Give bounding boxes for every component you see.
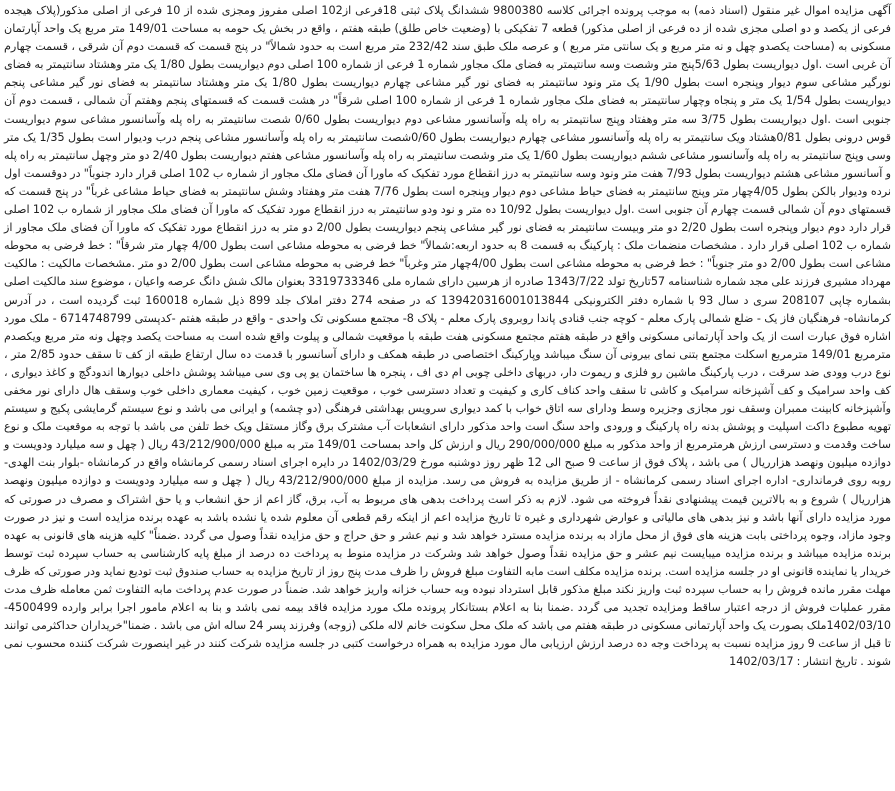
notice-body: آگهی مزایده اموال غیر منقول (اسناد ذمه) به موجب پرونده اجرائی کلاسه 9800380 ششدانگ پلاک ثبتی 18فرعی از102 اصلی مفروز ومجزی شده از 10 فرعی از اصلی مذکور(پلاک هیجده فرعی از یکصد و دو اصلی مجزی شده از ده فرعی از اصلی مذکور) قطعه 7 تفکیکی با (وضعیت خاص طلق) طبقه هفتم ، واقع در بخش یک حومه به مساحت 149/01 متر مربع یک واحد آپارتمان مسکونی به (مساحت یکصدو چهل و نه متر مربع و یک سانتی متر مربع ) و عرصه ملک طبق سند 232/42 متر مربع است به حدود شمالاً" در پنج قسمت که قسمت دوم آن شرقی ، قسمت چهارم آن غربی است .اول دیواریست بطول 5/63پنج متر وشصت وسه سانتیمتر به فضای ملک مجاور شماره 1 فرعی از شماره 100 اصلی دوم دیواریست بطول 1/80 یک متر وهشتاد سانتیمتر به فضای نورگیر مشاعی سوم دیوار وپنجره است بطول 1/90 یک متر ونود سانتیمتر به فضای نور گیر مشاعی چهارم دیواریست بطول 1/80 یک متر وهشتاد سانتیمتر به فضای نور گیر مشاعی پنجم دیواریست بطول 1/54 یک متر و پنجاه وچهار سانتیمتر به فضای ملک مجاور شماره 1 فرعی از شماره 100 اصلی شرقاً" در هشت قسمت که قسمتهای پنجم وهفتم آن شمالی ، قسمت دوم آن جنوبی است .اول دیواریست بطول 3/75 سه متر وهفتاد وپنج سانتیمتر به راه پله وآسانسور مشاعی دوم دیواریست بطول 0/60 شصت سانتیمتر به راه پله وآسانسور مشاعی سوم دیواریست قوس درونی بطول 0/81هشتاد ویک سانتیمتر به راه پله وآسانسور مشاعی چهارم دیواریست بطول 0/60شصت سانتیمتر به راه پله وآسانسور مشاعی پنجم درب ودیوار است بطول 1/35 یک متر وسی وپنج سانتیمتر به راه پله وآسانسور مشاعی ششم دیواریست بطول 1/60 یک متر وشصت سانتیمتر به راه پله وآسانسور مشاعی هفتم دیواریست بطول 2/40 دو متر وچهل سانتیمتر به راه پله و آسانسور مشاعی هشتم دیواریست بطول 7/93 هفت متر ونود وسه سانتیمتر به درز انقطاع مورد تفکیک که ماورا آن فضای ملک مجاور از شماره ب 102 اصلی قرار دارد جنوباً" در دوقسمت اول نرده ودیوار بالکن بطول 4/05چهار متر وپنج سانتیمتر به فضای حیاط مشاعی دوم دیوار وپنجره است بطول 7/76 هفت متر وهفتاد وشش سانتیمتر به فضای حیاط مشاعی غرباً" در پنج قسمت که قسمتهای دوم آن شمالی قسمت چهارم آن جنوبی است .اول دیواریست بطول 10/92 ده متر و نود ودو سانتیمتر به درز انقطاع مورد تفکیک که ماورا آن فضای ملک مجاور از شماره ب 102 اصلی قرار دارد دوم دیوار وپنجره است بطول 2/20 دو متر وبیست سانتیمتر به فضای نور گیر مشاعی پنجم دیواریست بطول 2/00 دو متر به درز انقطاع مورد تفکیک که ماورا آن فضای ملک مجاور از شماره ب 102 اصلی قرار دارد . مشخصات منضمات ملک : پارکینگ به قسمت 8 به حدود اربعه:شمالاً" خط فرضی به محوطه مشاعی است بطول 4/00 چهار متر شرقاً" : خط فرضی به محوطه مشاعی است بطول 2/00 دو متر جنوباً" : خط فرضی به محوطه مشاعی است بطول 4/00چهار متر وغرباً" خط فرضی به محوطه مشاعی است بطول 2/00 دو متر .مشخصات مالکیت : مالکیت مهرداد مشیری فرزند علی مجد شماره شناسنامه 57تاریخ تولد 1343/7/22 صادره از هرسین دارای شماره ملی 3319733346 بعنوان مالک شش دانگ عرصه واعیان ، موضوع سند مالکیت اصلی بشماره چاپی 208107 سری د سال 93 با شماره دفتر الکترونیکی 139420316001013844 که در صفحه 274 دفتر املاک جلد 899 ذیل شماره 160018 ثبت گردیده است ، در آدرس کرمانشاه- فرهنگیان فاز یک - ضلع شمالی پارک معلم - کوچه جنب قنادی پاندا روبروی پارک معلم - پلاک 8- مجتمع مسکونی تک واحدی - واقع در طبقه هفتم -کدپستی 6714748799 - ملک مورد اشاره فوق عبارت است از یک واحد آپارتمانی مسکونی واقع در طبقه هفتم مجتمع مسکونی هفت طبقه با موقعیت شمالی و پیلوت واقع شده است به مساحت یکصد وچهل ونه متر مربع ویکصدم مترمربع 149/01 مترمربع اسکلت مجتمع بتنی نمای بیرونی آن سنگ میباشد وپارکینگ اختصاصی در طبقه همکف و دارای آسانسور با قدمت ده سال ارتفاع طبقه از کف تا سقف حدود 2/85 متر ، نوع درب وودی ضد سرقت ، درب پارکینگ ماشین رو فلزی و ریموت دار، دربهای داخلی چوبی ام دی اف ، پنجره ها ساختمان یو پی وی سی میباشد پوشش داخلی دیوارها اندودگچ و کاغذ دیواری ، کف واحد سرامیک و کف آشپزخانه سرامیک و کاشی تا سقف واحد کناف کاری و کیفیت و تعداد دسترسی خوب ، موقعیت زمین خوب ، کیفیت معماری داخلی خوب وسقف هال دارای نور مخفی وآشپزخانه کابینت ممبران وسقف نور مجازی وجزیره وسط ودارای سه اتاق خواب با کمد دیواری سرویس بهداشتی فرهنگی (دو چشمه) و ایرانی می باشد و نوع سیستم گرمایشی پکیج و سیستم تهویه مطبوع داکت اسپلیت و پوشش بدنه راه پارکینگ و ورودی واحد سنگ است واحد مذکور دارای انشعابات آب مشترک برق وگاز مستقل ویک خط تلفن می باشد با توجه به موقعیت ملک و نوع ساخت وقدمت و دسترسی ارزش هرمترمربع از واحد مذکور به مبلغ 290/000/000 ریال و ارزش کل واحد بمساحت 149/01 متر به مبلغ 43/212/900/000 ریال ( چهل و سه میلیارد ودویست و دوازده میلیون ونهصد هزارریال ) می باشد ، پلاک فوق از ساعت 9 صبح الی 12 ظهر روز دوشنبه مورخ 1402/03/29 در دایره اجرای اسناد رسمی کرمانشاه واقع در کرمانشاه -بلوار بنت الهدی- روبه روی فرمانداری- اداره اجرای اسناد رسمی کرمانشاه - از طریق مزایده به فروش می رسد. مزایده از مبلغ 43/212/900/000 ریال ( چهل و سه میلیارد ودویست و دوازده میلیون ونهصد هزارریال ) شروع و به بالاترین قیمت پیشنهادی نقداً فروخته می شود. لازم به ذکر است پرداخت بدهی های مربوط به آب، برق، گاز اعم از حق انشعاب و یا حق اشتراک و مصرف در صورتی که مورد مزایده دارای آنها باشد و نیز بدهی های مالیاتی و عوارض شهرداری و غیره تا تاریخ مزایده اعم از اینکه رقم قطعی آن معلوم شده یا نشده باشد به عهده برنده مزایده است و نیز در صورت وجود مازاد، وجوه پرداختی بابت هزینه های فوق از محل مازاد به برنده مزایده مسترد خواهد شد و نیم عشر و حق حراج و حق مزایده نقداً وصول می گردد .ضمناً" کلیه هزینه های قانونی به عهده برنده مزایده میباشد و برنده مزایده میبایست نیم عشر و حق مزایده نقداً وصول خواهد شد وشرکت در مزایده منوط به پرداخت ده درصد از مبلغ پایه کارشناسی به حساب سپرده ثبت توسط خریدار یا نماینده قانونی او در جلسه مزایده است. برنده مزایده مکلف است مابه التفاوت مبلغ فروش را ظرف مدت پنج روز از تاریخ مزایده به حساب صندوق ثبت تودیع نماید ودر صورتی که ظرف مهلت مقرر مانده فروش را به حساب سپرده ثبت واریز نکند مبلغ مذکور قابل استرداد نبوده وبه حساب خزانه واریز خواهد شد. ضمناً در صورت عدم پرداخت مابه التفاوت ثمن معامله ظرف مدت مقرر عملیات فروش از درجه اعتبار ساقط ومزایده تجدید می گردد .ضمنا بنا به اعلام بستانکار پرونده ملک مورد مزایده فاقد بیمه نمی باشد و بنا به اعلام مامور اجرا برابر وارده 4500499-1402/03/10ملک بصورت یک واحد آپارتمانی مسکونی در طبقه هفتم می باشد که ملک محل سکونت خانم لاله ملکی (زوجه) وفرزند پسر 24 ساله اش می باشد . ضمنا"خریداران حداکثرمی توانند تا قبل از ساعت 9 روز مزایده نسبت به پرداخت وجه ده درصد ارزش ارزیابی مال مورد مزایده به همراه درخواست کتبی در جلسه مزایده شرکت کنند در غیر اینصورت شرکت کننده محسوب نمی شوند . تاریخ انتشار : 1402/03/17	[4, 4, 892, 669]
